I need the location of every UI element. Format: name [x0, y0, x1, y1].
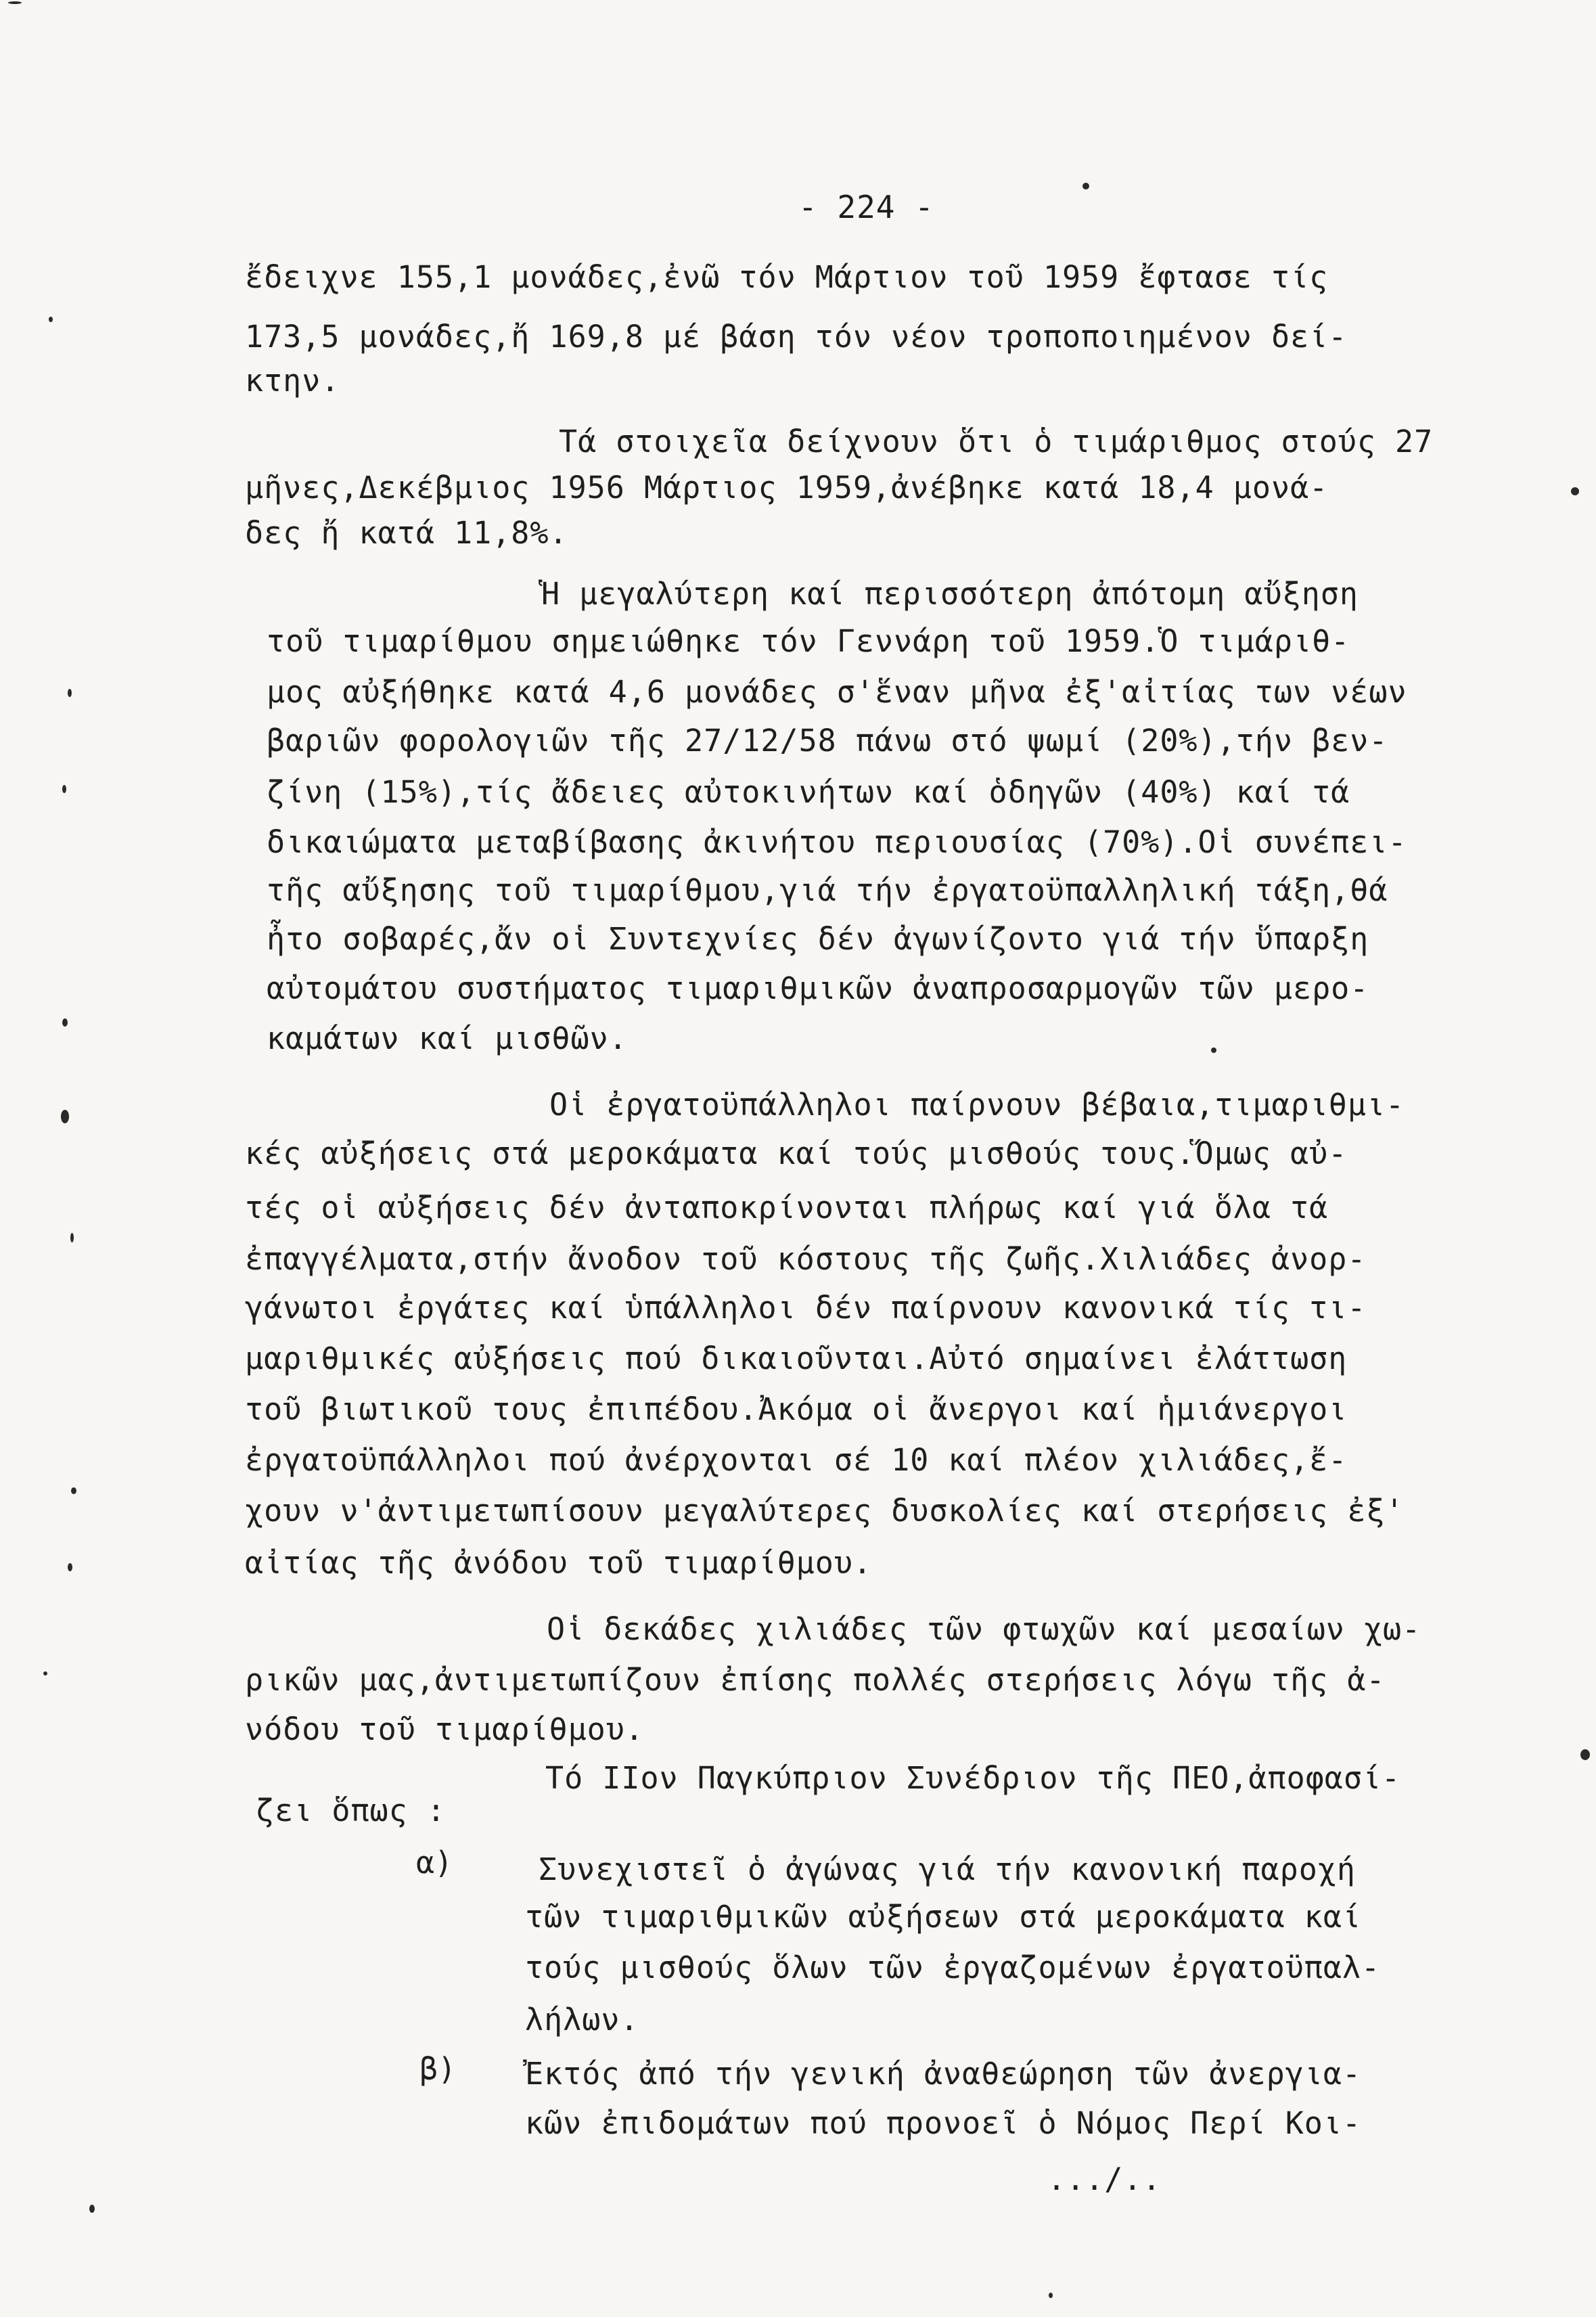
text-line: ρικῶν μας,ἀντιμετωπίζουν ἐπίσης πολλές στερήσεις λόγω τῆς ἀ-: [245, 1662, 1386, 1698]
scan-speck: [70, 1233, 74, 1242]
text-line: ἐπαγγέλματα,στήν ἄνοδον τοῦ κόστους τῆς ζωῆς.Χιλιάδες ἀνορ-: [245, 1241, 1367, 1277]
text-line: τῆς αὔξησης τοῦ τιμαρίθμου,γιά τήν ἐργατοϋπαλληλική τάξη,θά: [267, 872, 1388, 908]
text-line: Συνεχιστεῖ ὁ ἀγώνας γιά τήν κανονική παροχή: [539, 1851, 1356, 1887]
scan-speck: [1580, 1749, 1590, 1760]
text-line: τές οἱ αὐξήσεις δέν ἀνταποκρίνονται πλήρως καί γιά ὅλα τά: [245, 1190, 1329, 1225]
text-line: μος αὐξήθηκε κατά 4,6 μονάδες σ'ἕναν μῆνα ἐξ'αἰτίας των νέων: [267, 674, 1407, 710]
text-line: καμάτων καί μισθῶν.: [267, 1020, 628, 1056]
text-line: αἰτίας τῆς ἀνόδου τοῦ τιμαρίθμου.: [245, 1545, 873, 1581]
scan-speck: [68, 1563, 72, 1571]
text-line: Οἱ ἐργατοϋπάλληλοι παίρνουν βέβαια,τιμαριθμι-: [549, 1087, 1405, 1123]
text-line: Ἐκτός ἀπό τήν γενική ἀναθεώρηση τῶν ἀνεργια-: [525, 2056, 1362, 2092]
scan-speck: [1211, 1048, 1216, 1053]
text-line: Οἱ δεκάδες χιλιάδες τῶν φτωχῶν καί μεσαίων χω-: [547, 1611, 1421, 1647]
text-line: τοῦ τιμαρίθμου σημειώθηκε τόν Γεννάρη τοῦ 1959.Ὁ τιμάριθ-: [267, 623, 1350, 659]
scan-speck: [8, 1, 22, 4]
text-line: Τό ΙΙον Παγκύπριον Συνέδριον τῆς ΠΕΟ,ἀποφασί-: [545, 1760, 1401, 1796]
scan-speck: [89, 2205, 95, 2213]
text-line: κές αὐξήσεις στά μεροκάματα καί τούς μισθούς τους.Ὅμως αὐ-: [245, 1135, 1348, 1171]
scan-speck: [49, 317, 53, 322]
list-marker: β): [419, 2051, 457, 2087]
text-line: ζει ὅπως :: [256, 1793, 446, 1828]
text-line: χουν ν'ἀντιμετωπίσουν μεγαλύτερες δυσκολίες καί στερήσεις ἐξ': [245, 1493, 1405, 1529]
text-line: τοῦ βιωτικοῦ τους ἐπιπέδου.Ἀκόμα οἱ ἄνεργοι καί ἡμιάνεργοι: [245, 1391, 1348, 1427]
text-line: νόδου τοῦ τιμαρίθμου.: [245, 1711, 644, 1747]
scan-speck: [61, 1110, 69, 1123]
page-number: - 224 -: [798, 189, 934, 225]
text-line: ἦτο σοβαρές,ἄν οἱ Συντεχνίες δέν ἀγωνίζοντο γιά τήν ὕπαρξη: [267, 921, 1369, 957]
text-line: ἔδειχνε 155,1 μονάδες,ἐνῶ τόν Μάρτιον τοῦ 1959 ἔφτασε τίς: [245, 259, 1329, 295]
text-line: λήλων.: [525, 2002, 639, 2038]
text-line: αὐτομάτου συστήματος τιμαριθμικῶν ἀναπροσαρμογῶν τῶν μερο-: [267, 970, 1369, 1006]
text-line: δικαιώματα μεταβίβασης ἀκινήτου περιουσίας (70%).Οἱ συνέπει-: [267, 824, 1407, 860]
text-line: μῆνες,Δεκέβμιος 1956 Μάρτιος 1959,ἀνέβηκε κατά 18,4 μονά-: [245, 470, 1329, 505]
text-line: 173,5 μονάδες,ἤ 169,8 μέ βάση τόν νέον τροποποιημένον δεί-: [245, 319, 1348, 355]
scan-speck: [71, 1487, 76, 1494]
scan-speck: [62, 785, 66, 793]
continuation-mark: .../..: [1047, 2161, 1162, 2197]
scan-speck: [68, 689, 72, 697]
text-line: ἐργατοϋπάλληλοι πού ἀνέρχονται σέ 10 καί πλέον χιλιάδες,ἔ-: [245, 1442, 1348, 1478]
scan-speck: [1049, 2293, 1053, 2298]
text-line: βαριῶν φορολογιῶν τῆς 27/12/58 πάνω στό ψωμί (20%),τήν βεν-: [267, 723, 1388, 759]
text-line: κῶν ἐπιδομάτων πού προνοεῖ ὁ Νόμος Περί Κοι-: [525, 2105, 1362, 2141]
scan-speck: [1571, 487, 1579, 495]
text-line: κτην.: [245, 363, 340, 399]
text-line: Ἡ μεγαλύτερη καί περισσότερη ἀπότομη αὔξηση: [541, 576, 1359, 612]
text-line: Τά στοιχεῖα δείχνουν ὅτι ὁ τιμάριθμος στούς 27: [559, 424, 1434, 459]
text-line: τῶν τιμαριθμικῶν αὐξήσεων στά μεροκάματα καί: [525, 1899, 1362, 1935]
text-line: δες ἤ κατά 11,8%.: [245, 515, 568, 551]
list-marker: α): [416, 1845, 453, 1881]
scan-speck: [1082, 183, 1089, 189]
scan-speck: [43, 1671, 47, 1675]
text-line: γάνωτοι ἐργάτες καί ὑπάλληλοι δέν παίρνουν κανονικά τίς τι-: [245, 1290, 1367, 1326]
text-line: τούς μισθούς ὅλων τῶν ἐργαζομένων ἐργατοϋπαλ-: [525, 1950, 1381, 1985]
text-line: ζίνη (15%),τίς ἄδειες αὐτοκινήτων καί ὁδηγῶν (40%) καί τά: [267, 774, 1350, 810]
text-line: μαριθμικές αὐξήσεις πού δικαιοῦνται.Αὐτό σημαίνει ἐλάττωση: [245, 1341, 1348, 1376]
scan-speck: [62, 1018, 68, 1027]
